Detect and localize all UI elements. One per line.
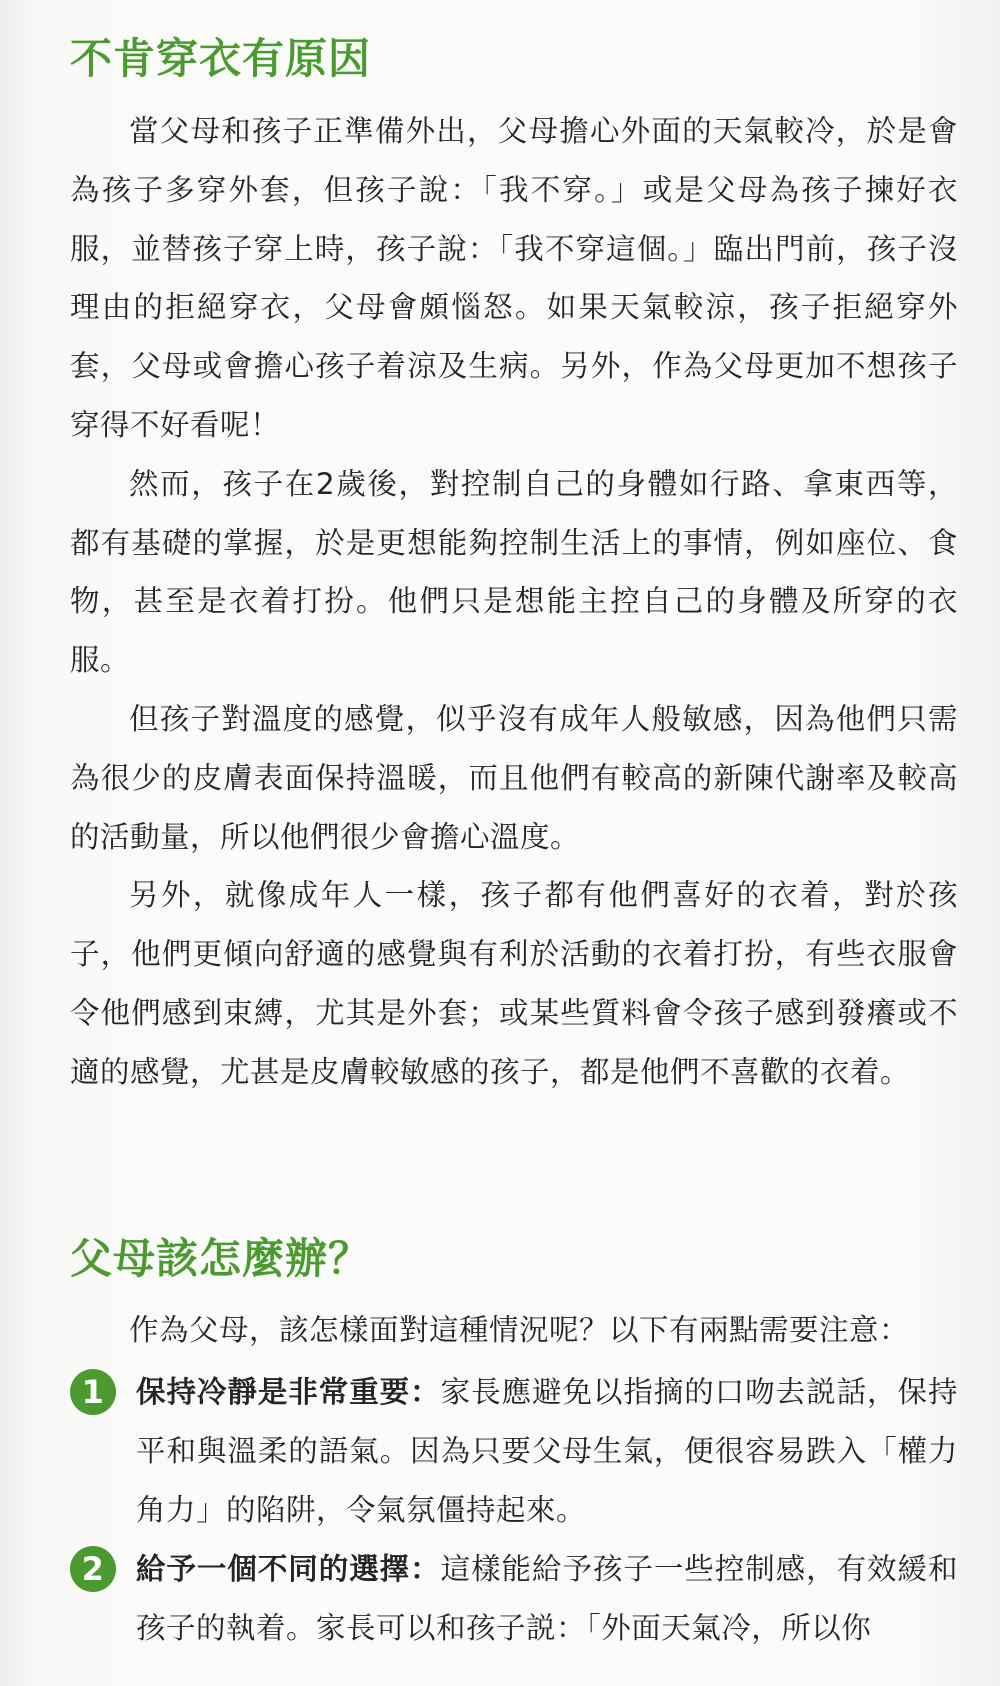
paragraph: 但孩子對溫度的感覺，似乎沒有成年人般敏感，因為他們只需為很少的皮膚表面保持溫暖，而且他們有較高的新陳代謝率及較高的活動量，所以他們很少會擔心溫度。 [70, 701, 958, 854]
number-one-badge: 1 [70, 1369, 116, 1415]
tip-title: 給予一個不同的選擇： [136, 1552, 441, 1586]
section-heading-what-to-do: 父母該怎麼辦？ [70, 1234, 372, 1283]
section-reasons-body [70, 102, 958, 1102]
number-two-badge: 2 [70, 1546, 116, 1592]
intro-paragraph: 作為父母，該怎樣面對這種情況呢？以下有兩點需要注意： [129, 1313, 910, 1347]
tip-body [136, 1363, 958, 1539]
tip-item-1 [70, 1363, 958, 1539]
paragraph: 另外，就像成年人一樣，孩子都有他們喜好的衣着，對於孩子，他們更傾向舒適的感覺與有利於活動的衣着打扮，有些衣服會令他們感到束縛，尤其是外套；或某些質料會令孩子感到發癢或不適的感覺，尤甚是皮膚較敏感的孩子，都是他們不喜歡的衣着。 [70, 878, 958, 1089]
tip-text: 家長應避免以指摘的口吻去説話，保持平和與溫柔的語氣。因為只要父母生氣，便很容易跌入「權力角力」的陷阱，令氣氛僵持起來。 [136, 1375, 958, 1527]
section-what-to-do-intro [70, 1301, 958, 1360]
tip-text: 這樣能給予孩子一些控制感，有效緩和孩子的執着。家長可以和孩子説：「外面天氣冷，所以你 [136, 1552, 958, 1645]
paragraph: 當父母和孩子正準備外出，父母擔心外面的天氣較冷，於是會為孩子多穿外套，但孩子說：「我不穿。」或是父母為孩子揀好衣服，並替孩子穿上時，孩子說：「我不穿這個。」臨出門前，孩子沒理由的拒絕穿衣，父母會頗惱怒。如果天氣較涼，孩子拒絕穿外套，父母或會擔心孩子着涼及生病。另外，作為父母更加不想孩子穿得不好看呢！ [70, 114, 958, 442]
tip-item-2 [70, 1540, 958, 1658]
paragraph: 然而，孩子在2歲後，對控制自己的身體如行路、拿東西等，都有基礎的掌握，於是更想能夠控制生活上的事情，例如座位、食物，甚至是衣着打扮。他們只是想能主控自己的身體及所穿的衣服。 [70, 466, 958, 678]
tip-body [136, 1540, 958, 1658]
tip-title: 保持冷靜是非常重要： [136, 1375, 441, 1409]
section-heading-reasons: 不肯穿衣有原因 [70, 34, 372, 83]
